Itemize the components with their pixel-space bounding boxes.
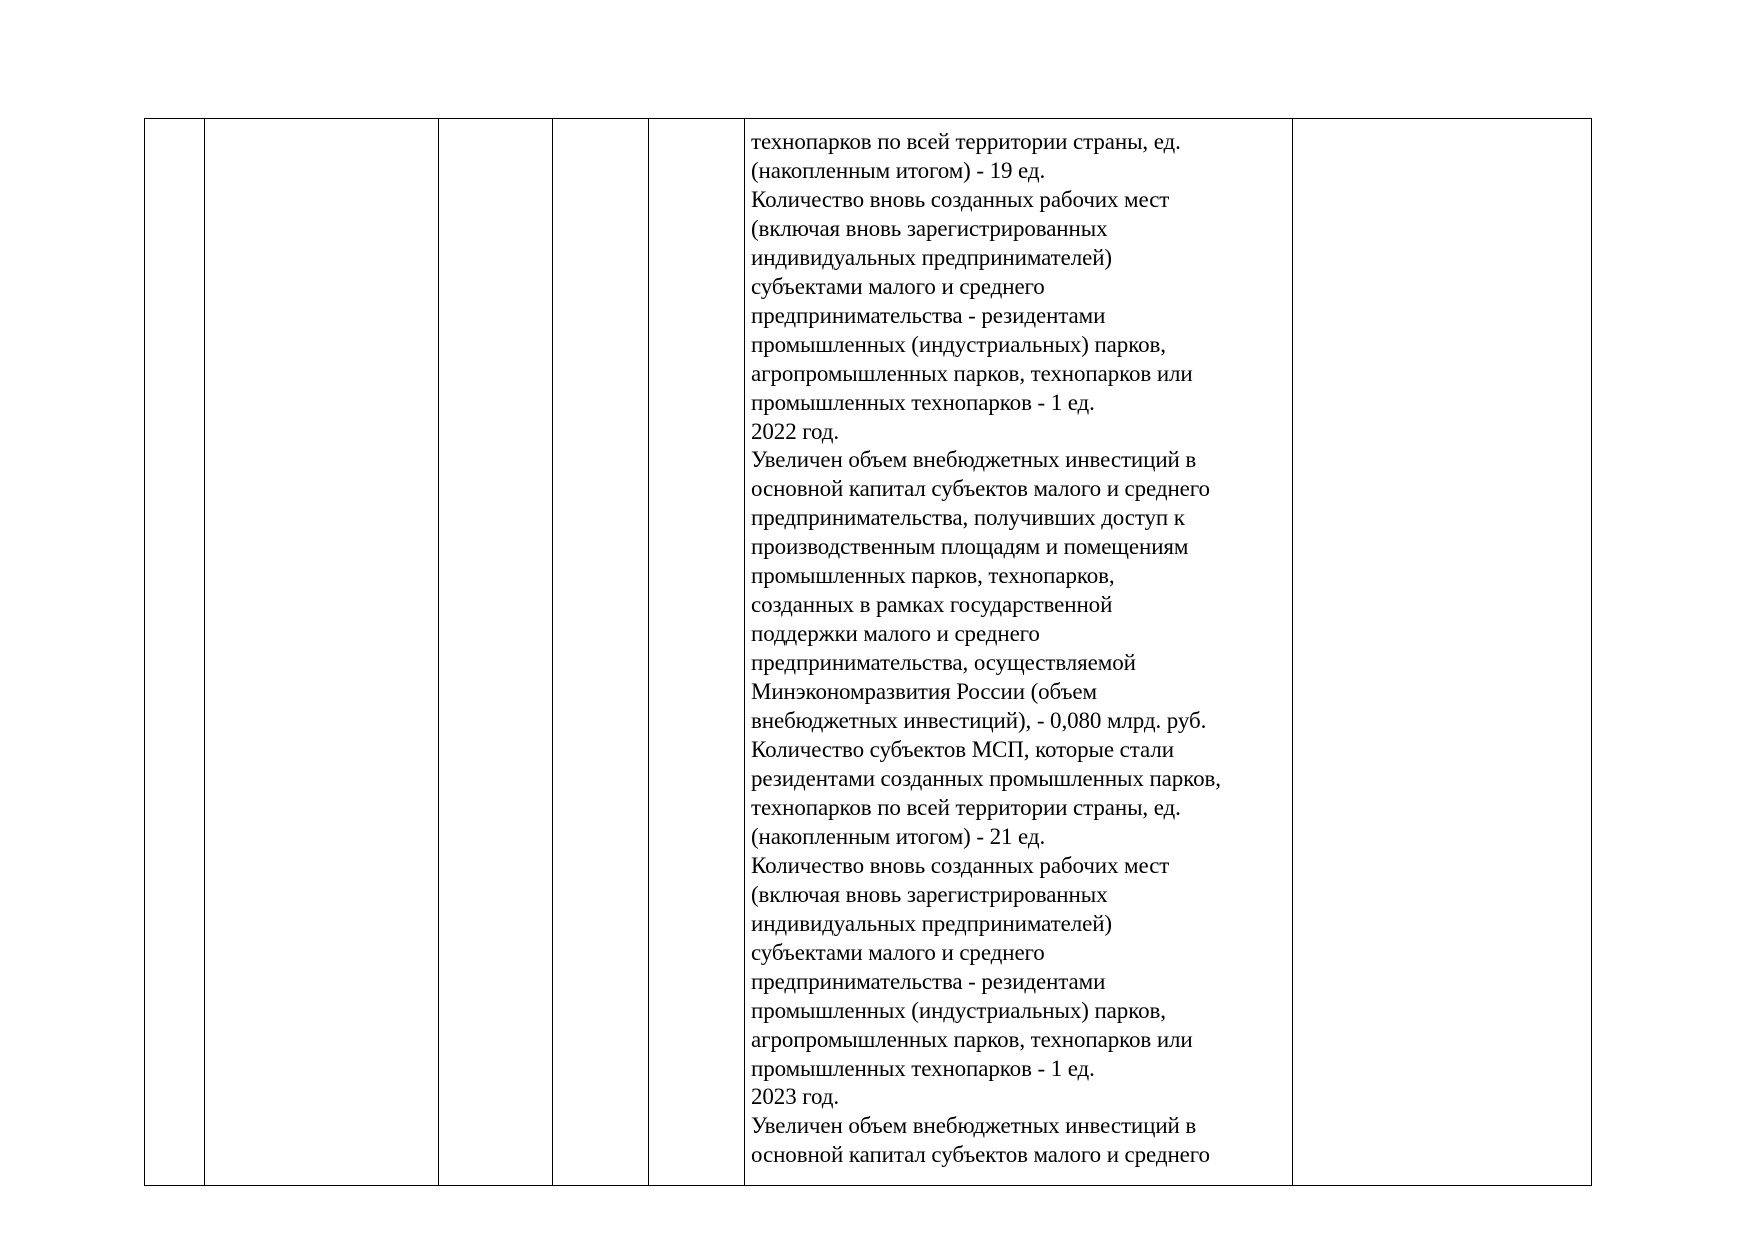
document-table [144, 118, 1592, 1186]
text-line: субъектами малого и среднего [751, 939, 1045, 965]
text-line: предпринимательства, получивших доступ к [751, 505, 1185, 531]
table-cell-name [205, 119, 439, 1186]
text-line: внебюджетных инвестиций), - 0,080 млрд. руб. [751, 708, 1207, 734]
text-line: субъектами малого и среднего [751, 273, 1045, 299]
text-line: промышленных парков, технопарков, [751, 563, 1115, 589]
table-cell-results-text [745, 119, 1293, 1186]
text-line: Минэкономразвития России (объем [751, 679, 1097, 705]
text-line: 2023 год. [751, 1084, 840, 1110]
text-line: предпринимательства - резидентами [751, 968, 1106, 994]
text-line: предпринимательства, осуществляемой [751, 650, 1136, 676]
text-line: резидентами созданных промышленных парков, [751, 765, 1221, 791]
text-line: созданных в рамках государственной [751, 592, 1113, 618]
table-cell-column-7 [1293, 119, 1592, 1186]
text-line: промышленных технопарков - 1 ед. [751, 389, 1095, 415]
text-line: основной капитал субъектов малого и среднего [751, 1142, 1210, 1168]
text-line: технопарков по всей территории страны, ед. [751, 129, 1181, 154]
text-line: промышленных (индустриальных) парков, [751, 331, 1166, 357]
table-cell-number [145, 119, 205, 1186]
text-line: производственным площадям и помещениям [751, 534, 1189, 560]
text-line: Увеличен объем внебюджетных инвестиций в [751, 1113, 1197, 1139]
text-line: поддержки малого и среднего [751, 621, 1040, 647]
text-line: агропромышленных парков, технопарков или [751, 1026, 1193, 1052]
text-line: (включая вновь зарегистрированных [751, 881, 1108, 907]
text-line: (накопленным итогом) - 19 ед. [751, 157, 1046, 183]
text-line: технопарков по всей территории страны, ед. [751, 794, 1181, 820]
text-line: Количество вновь созданных рабочих мест [751, 852, 1170, 878]
text-line: индивидуальных предпринимателей) [751, 910, 1112, 936]
text-line: Количество вновь созданных рабочих мест [751, 186, 1170, 212]
text-line: агропромышленных парков, технопарков или [751, 360, 1193, 386]
text-line: промышленных (индустриальных) парков, [751, 997, 1166, 1023]
text-line: индивидуальных предпринимателей) [751, 244, 1112, 270]
text-line: основной капитал субъектов малого и среднего [751, 476, 1210, 502]
text-line: промышленных технопарков - 1 ед. [751, 1055, 1095, 1081]
text-line: (включая вновь зарегистрированных [751, 215, 1108, 241]
text-line: предпринимательства - резидентами [751, 302, 1106, 328]
results-text-block [751, 128, 1286, 1170]
text-line: 2022 год. [751, 418, 840, 444]
text-line: Увеличен объем внебюджетных инвестиций в [751, 447, 1197, 473]
text-line: Количество субъектов МСП, которые стали [751, 737, 1174, 763]
table-cell-column-5 [649, 119, 745, 1186]
table-cell-column-4 [553, 119, 649, 1186]
table-cell-column-3 [439, 119, 553, 1186]
table-row [145, 119, 1592, 1186]
text-line: (накопленным итогом) - 21 ед. [751, 823, 1046, 849]
